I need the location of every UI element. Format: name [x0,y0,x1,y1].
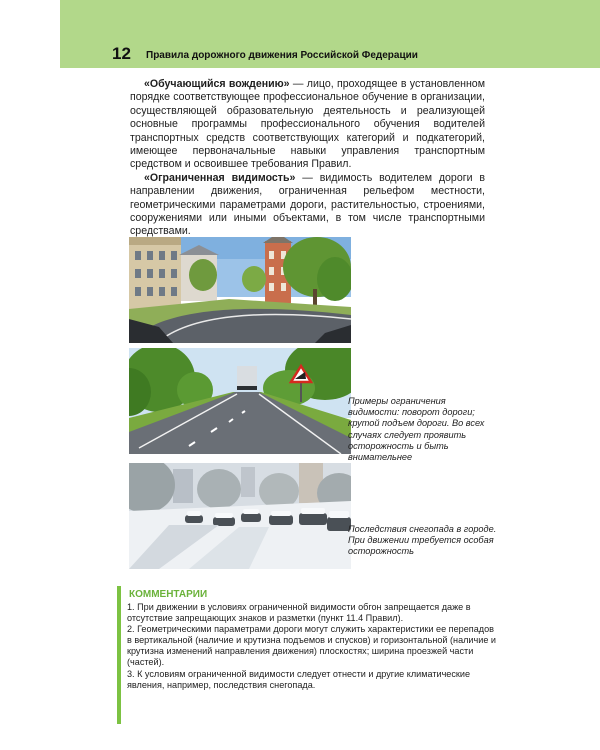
comments-list [127,602,497,691]
comment-item: 2. Геометрическими параметрами дороги могут служить характеристики ее перепадов в вертикальной (наличие и крутизна подъемов и спусков) и горизонтальной (наличие и крутизна изменений направления движения) плоскостях; ширина проезжей части (частей). [127,624,496,668]
definition-text: — видимость водителем дороги в направлении движения, ограниченная рельефом местности, геометрическими параметрами дороги, растительностью, строениями, сооружениями или иными объектами, в том числе транспортными средствами. [130,171,485,238]
definitions [130,78,485,239]
definition-text: — лицо, проходящее в установленном порядке соответствующее профессиональное обучение в организации, осуществляющей образовательную деятельность и реализующей основные программы профессионального обучения водителей транспортных средств соответствующих категорий и подкатегорий, имеющее первоначальные навыки управления транспортным средством и освоившее требования Правил. [130,78,485,171]
running-title: Правила дорожного движения Российской Федерации [146,50,418,61]
comments-title: КОММЕНТАРИИ [129,589,208,600]
page-number: 12 [112,44,131,63]
comment-item: 1. При движении в условиях ограниченной видимости обгон запрещается даже в отсутствие запрещающих знаков и разметки (пункт 11.4 Правил). [127,602,471,624]
caption-snowfall: Последствия снегопада в городе. При движении требуется особая осторожность [348,524,497,557]
definition-term: «Обучающийся вождению» [144,78,290,90]
comment-item: 3. К условиям ограниченной видимости следует отнести и другие климатические явления, например, последствия снегопада. [127,668,471,690]
definition-trainee [130,78,485,172]
definition-term: «Ограниченная видимость» [144,171,296,184]
photo-road-curve [129,237,351,343]
photo-road-uphill [129,348,351,454]
definition-limited-visibility [130,172,485,239]
comments-box [117,586,497,724]
photo-snowfall [129,463,351,569]
caption-curve-and-slope: Примеры ограничения видимости: поворот дороги; крутой подъем дороги. Во всех случаях следует проявить осторожность и быть внимательнее [348,396,485,463]
